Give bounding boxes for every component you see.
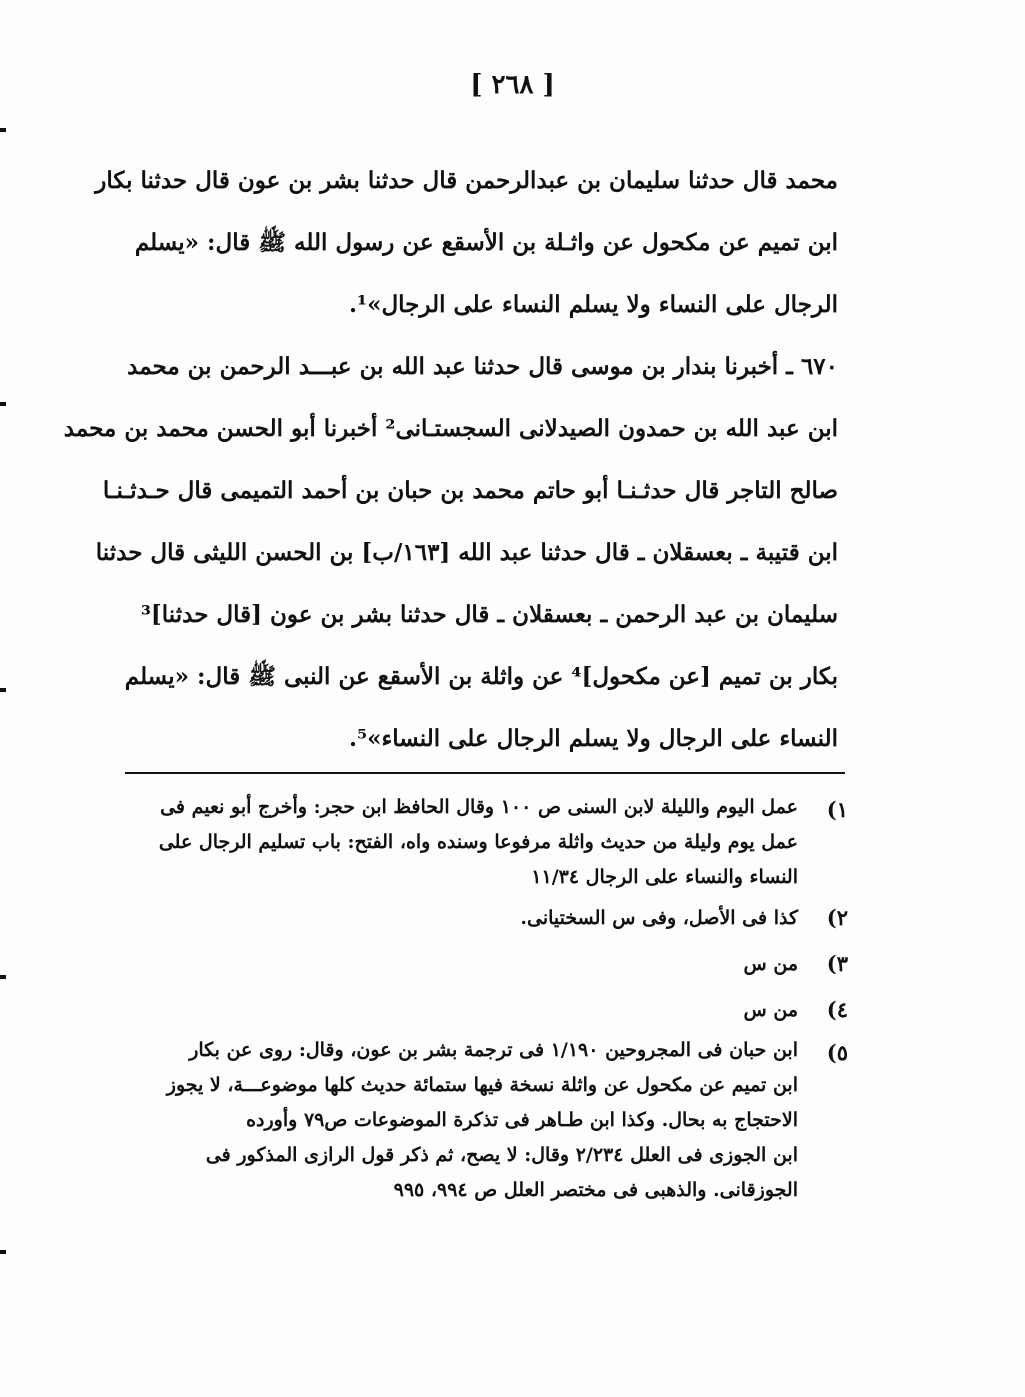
main-text-line: صالح التاجر قال حدثـنـا أبو حاتم محمد بن حبان بن أحمد التميمى قال حـدثـنـا — [102, 477, 838, 504]
footnote-4 — [118, 987, 848, 1033]
footnote-line: ابن تميم عن مكحول عن واثلة نسخة فيها ستمائة حديث كلها موضوعـــة، لا يجوز — [166, 1074, 798, 1096]
scan-edge-mark — [0, 402, 6, 406]
main-text-line: ابن تميم عن مكحول عن واثـلة بن الأسقع عن رسول الله ﷺ قال: «يسلم — [134, 229, 838, 256]
page-number: [ ٢٦٨ ] — [470, 70, 555, 100]
scan-edge-mark — [0, 975, 6, 979]
footnote-number: ٣) — [826, 951, 848, 976]
footnote-body — [118, 987, 798, 1033]
footnote-divider — [125, 772, 845, 774]
main-text-line: بكار بن تميم [عن مكحول]⁴ عن واثلة بن الأسقع عن النبى ﷺ قال: «يسلم — [124, 663, 838, 690]
scan-edge-mark — [0, 688, 6, 692]
main-text-line: ٦٧٠ ـ أخبرنا بندار بن موسى قال حدثنا عبد الله بن عبـــد الرحمن بن محمد — [127, 353, 838, 380]
footnote-2 — [118, 895, 848, 941]
footnote-number: ٥) — [826, 1040, 848, 1065]
footnote-body — [118, 941, 798, 987]
footnote-line: كذا فى الأصل، وفى س السختيانى. — [520, 907, 798, 929]
footnote-number: ١) — [826, 797, 848, 822]
footnote-body — [118, 1033, 798, 1208]
footnote-body — [118, 895, 798, 941]
main-text — [63, 150, 838, 770]
footnote-line: من س — [743, 999, 798, 1021]
footnote-1 — [118, 790, 848, 895]
footnote-line: الاحتجاج به بحال. وكذا ابن طـاهر فى تذكرة الموضوعات ص٧٩ وأورده — [246, 1109, 798, 1131]
footnote-5 — [118, 1033, 848, 1208]
footnotes — [118, 790, 848, 1208]
footnote-line: ابن حبان فى المجروحين ١/١٩٠ فى ترجمة بشر بن عون، وقال: روى عن بكار — [189, 1039, 798, 1061]
footnote-body — [118, 790, 798, 895]
footnote-line: الجوزقانى. والذهبى فى مختصر العلل ص ٩٩٤، ٩٩٥ — [393, 1179, 798, 1201]
main-text-line: سليمان بن عبد الرحمن ـ بعسقلان ـ قال حدثنا بشر بن عون [قال حدثنا]³ — [140, 601, 838, 628]
footnote-line: النساء والنساء على الرجال ١١/٣٤ — [531, 866, 798, 888]
main-text-line: ابن قتيبة ـ بعسقلان ـ قال حدثنا عبد الله [١٦٣/ب] بن الحسن الليثى قال حدثنا — [95, 539, 838, 566]
footnote-line: من س — [743, 953, 798, 975]
main-text-line: محمد قال حدثنا سليمان بن عبدالرحمن قال حدثنا بشر بن عون قال حدثنا بكار — [95, 167, 838, 194]
main-text-line: الرجال على النساء ولا يسلم النساء على الرجال»¹. — [348, 291, 838, 318]
footnote-number: ٢) — [826, 905, 848, 930]
main-text-line: ابن عبد الله بن حمدون الصيدلانى السجستـانى² أخبرنا أبو الحسن محمد بن محمد — [63, 415, 838, 442]
footnote-3 — [118, 941, 848, 987]
footnote-line: عمل يوم وليلة من حديث واثلة مرفوعا وسنده واه، الفتح: باب تسليم الرجال على — [158, 831, 798, 853]
scan-edge-mark — [0, 128, 6, 132]
scan-edge-mark — [0, 1250, 6, 1254]
footnote-number: ٤) — [826, 997, 848, 1022]
footnote-line: عمل اليوم والليلة لابن السنى ص ١٠٠ وقال الحافظ ابن حجر: وأخرج أبو نعيم فى — [160, 796, 798, 818]
main-text-line: النساء على الرجال ولا يسلم الرجال على النساء»⁵. — [348, 725, 838, 752]
footnote-line: ابن الجوزى فى العلل ٢/٢٣٤ وقال: لا يصح، ثم ذكر قول الرازى المذكور فى — [205, 1144, 798, 1166]
